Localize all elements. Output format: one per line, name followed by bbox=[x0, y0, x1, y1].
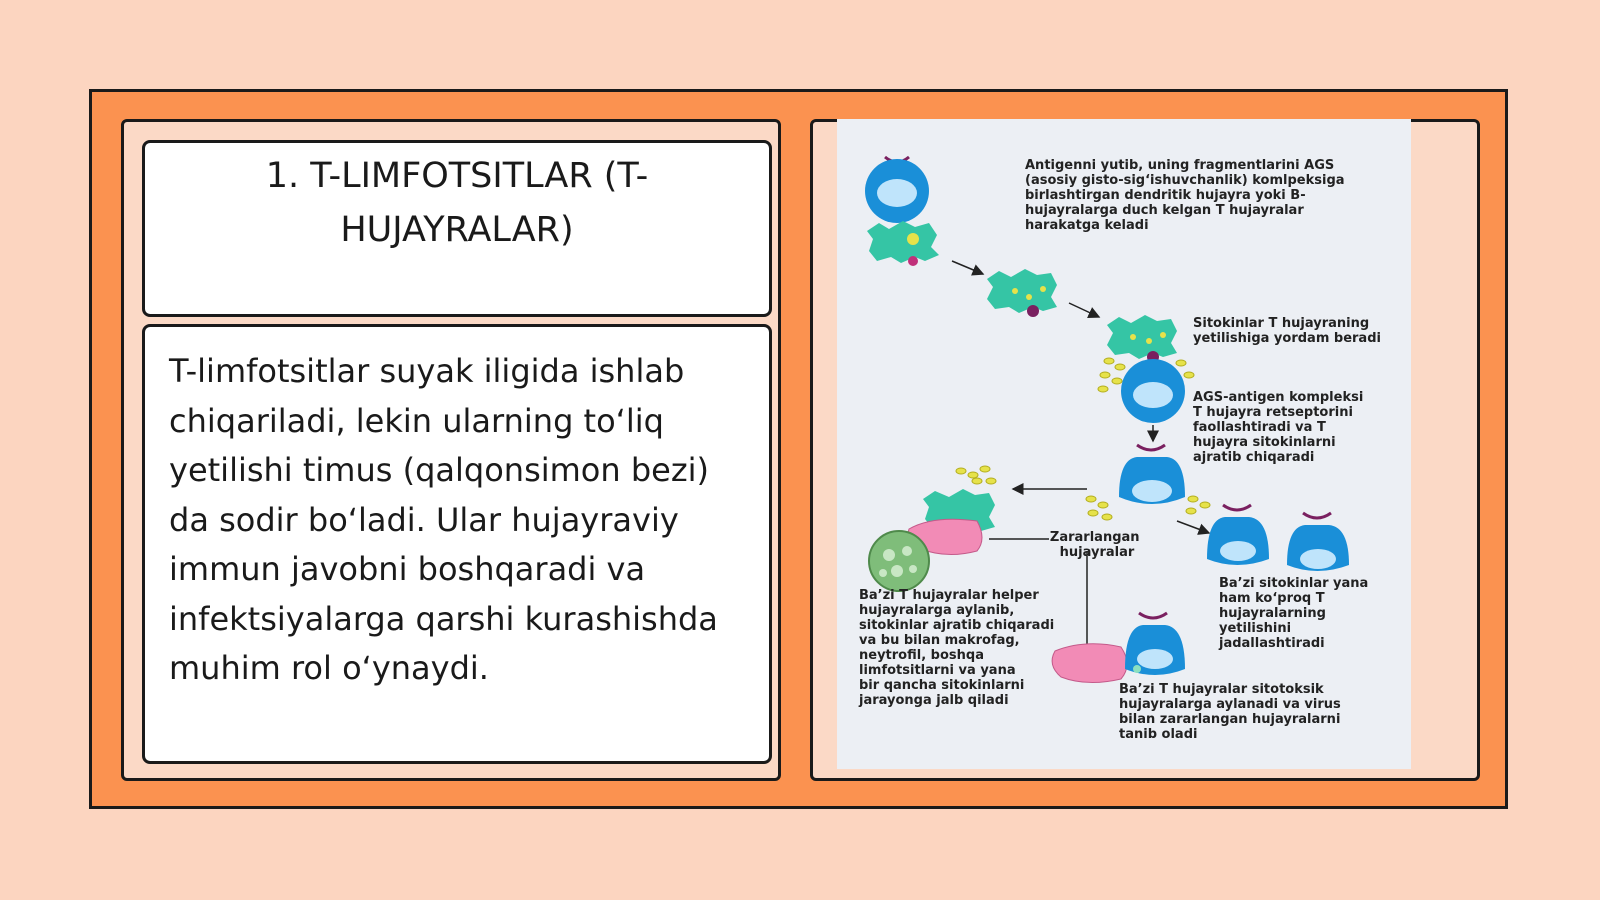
infected-cell-target bbox=[1052, 644, 1127, 683]
left-panel bbox=[121, 119, 781, 781]
title-card bbox=[142, 140, 772, 317]
t-cell-proliferating-2 bbox=[1287, 513, 1349, 571]
label-ags-complex: AGS-antigen kompleksi T hujayra retseptorini faollashtiradi va T hujayra sitokinlarni ajratib chiqaradi bbox=[1193, 390, 1364, 465]
label-infected-cells: Zararlangan hujayralar bbox=[1049, 530, 1140, 560]
label-antigen: Antigenni yutib, uning fragmentlarini AGS (asosiy gisto-sig‘ishuvchanlik) komlpeksiga birlashtirgan dendritik hujayra yoki B- hujayralarga duch kelgan T hujayralar harakatga keladi bbox=[1025, 158, 1345, 233]
t-cell-activating bbox=[1121, 359, 1185, 423]
t-cell-top bbox=[865, 157, 929, 223]
label-cytokines: Sitokinlar T hujayraning yetilishiga yordam beradi bbox=[1193, 316, 1381, 346]
t-cell-activation-diagram bbox=[837, 119, 1411, 769]
slide-body-text: T-limfotsitlar suyak iligida ishlab chiqariladi, lekin ularning to‘liq yetilishi timus (qalqonsimon bezi) da sodir bo‘ladi. Ular hujayraviy immun javobni boshqaradi va infektsiyalarga qarshi kurashishda muhim rol o‘ynaydi. bbox=[169, 352, 718, 687]
slide-title: 1. T-LIMFOTSITLAR (T-HUJAYRALAR) bbox=[265, 156, 649, 250]
slide-frame bbox=[89, 89, 1508, 809]
dendritic-cell-3 bbox=[1107, 315, 1177, 363]
label-more-cytokines: Ba’zi sitokinlar yana ham ko‘proq T hujayralarning yetilishini jadallashtiradi bbox=[1219, 576, 1369, 651]
macrophage-cell bbox=[869, 531, 929, 591]
dendritic-cell-1 bbox=[867, 221, 939, 266]
label-cytotoxic: Ba’zi T hujayralar sitotoksik hujayralarga aylanadi va virus bilan zararlangan hujayralarni tanib oladi bbox=[1119, 682, 1341, 742]
body-card bbox=[142, 324, 772, 764]
t-cell-proliferating-1 bbox=[1207, 505, 1269, 565]
right-panel bbox=[810, 119, 1480, 781]
t-cell-activated bbox=[1119, 445, 1185, 504]
label-helper: Ba’zi T hujayralar helper hujayralarga aylanib, sitokinlar ajratib chiqaradi va bu bilan makrofag, neytrofil, boshqa limfotsitlarni va yana bir qancha sitokinlarni jarayonga jalb qiladi bbox=[859, 588, 1055, 708]
dendritic-cell-2 bbox=[987, 269, 1057, 317]
t-cell-cytotoxic bbox=[1125, 613, 1185, 675]
